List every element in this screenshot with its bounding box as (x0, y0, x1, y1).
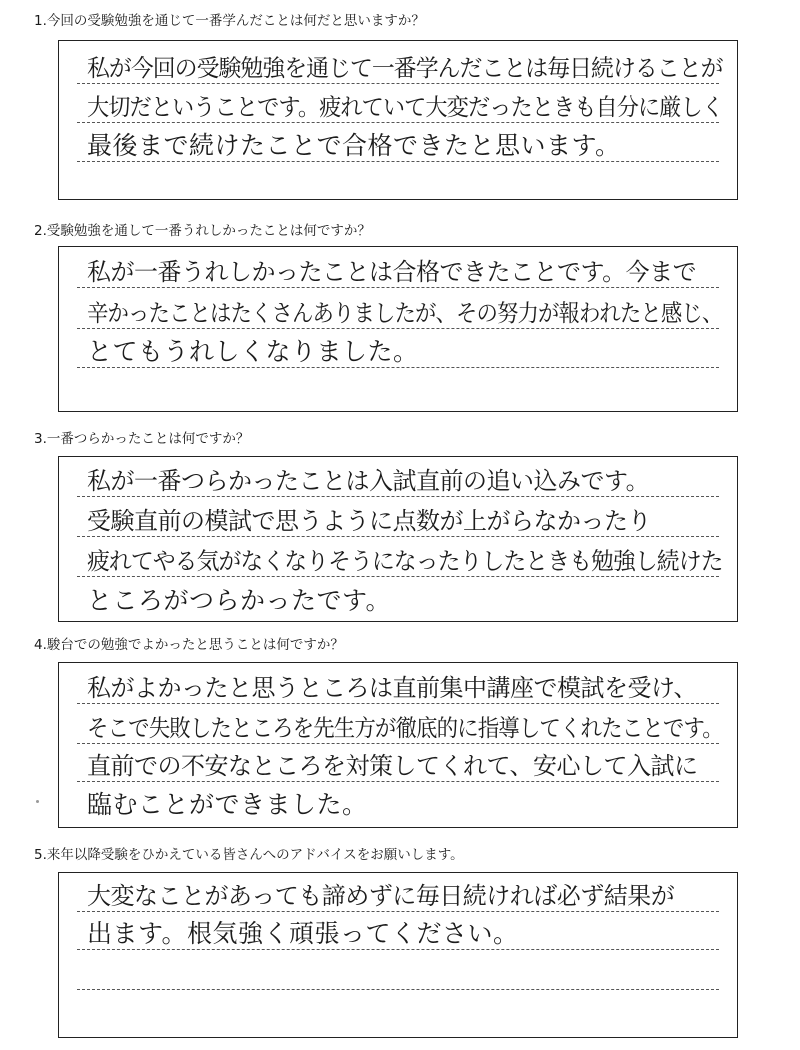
answer-2-line-2: 辛かったことはたくさんありましたが、その努力が報われたと感じ、 (87, 299, 723, 327)
answer-4-line-3: 直前での不安なところを対策してくれて、安心して入試に (87, 752, 698, 780)
ruled-line (77, 161, 719, 162)
ruled-line (77, 83, 719, 84)
answer-3-line-3: 疲れてやる気がなくなりそうになったりしたときも勉強し続けた (87, 547, 723, 575)
ruled-line (77, 536, 719, 537)
ruled-line (77, 496, 719, 497)
answer-4-line-1: 私がよかったと思うところは直前集中講座で模試を受け、 (87, 674, 698, 702)
answer-3-line-2: 受験直前の模試で思うように点数が上がらなかったり (87, 507, 651, 535)
ruled-line (77, 949, 719, 950)
stray-mark (36, 800, 39, 803)
answer-box-5 (58, 872, 738, 1038)
question-4: 4.駿台での勉強でよかったと思うことは何ですか？ (34, 637, 344, 653)
question-5: 5.来年以降受験をひかえている皆さんへのアドバイスをお願いします。 (34, 847, 464, 863)
ruled-line (77, 743, 719, 744)
answer-box-4 (58, 662, 738, 828)
question-1: 1.今回の受験勉強を通じて一番学んだことは何だと思いますか？ (34, 13, 425, 29)
answer-1-line-1: 私が今回の受験勉強を通じて一番学んだことは毎日続けることが (87, 54, 723, 82)
answer-5-line-2: 出ます。根気強く頑張ってください。 (87, 919, 519, 948)
answer-3-line-4: ところがつらかったです。 (87, 586, 392, 615)
ruled-line (77, 781, 719, 782)
answer-5-line-1: 大変なことがあっても諦めずに毎日続ければ必ず結果が (87, 882, 675, 910)
ruled-line (77, 122, 719, 123)
answer-2-line-1: 私が一番うれしかったことは合格できたことです。今まで (87, 258, 697, 286)
ruled-line (77, 989, 719, 990)
question-2: 2.受験勉強を通して一番うれしかったことは何ですか？ (34, 223, 371, 239)
ruled-line (77, 287, 719, 288)
ruled-line (77, 703, 719, 704)
answer-1-line-2: 大切だということです。疲れていて大変だったときも自分に厳しく (87, 93, 724, 121)
answer-box-3 (58, 456, 738, 622)
answer-box-1 (58, 40, 738, 200)
ruled-line (77, 367, 719, 368)
answer-1-line-3: 最後まで続けたことで合格できたと思います。 (87, 131, 621, 160)
ruled-line (77, 911, 719, 912)
question-3: 3.一番つらかったことは何ですか？ (34, 431, 250, 447)
ruled-line (77, 576, 719, 577)
answer-3-line-1: 私が一番つらかったことは入試直前の追い込みです。 (87, 467, 650, 495)
answer-2-line-3: とてもうれしくなりました。 (87, 337, 419, 366)
answer-4-line-2: そこで失敗したところを先生方が徹底的に指導してくれたことです。 (87, 714, 723, 742)
answer-4-line-4: 臨むことができました。 (87, 790, 368, 819)
ruled-line (77, 328, 719, 329)
answer-box-2 (58, 246, 738, 412)
